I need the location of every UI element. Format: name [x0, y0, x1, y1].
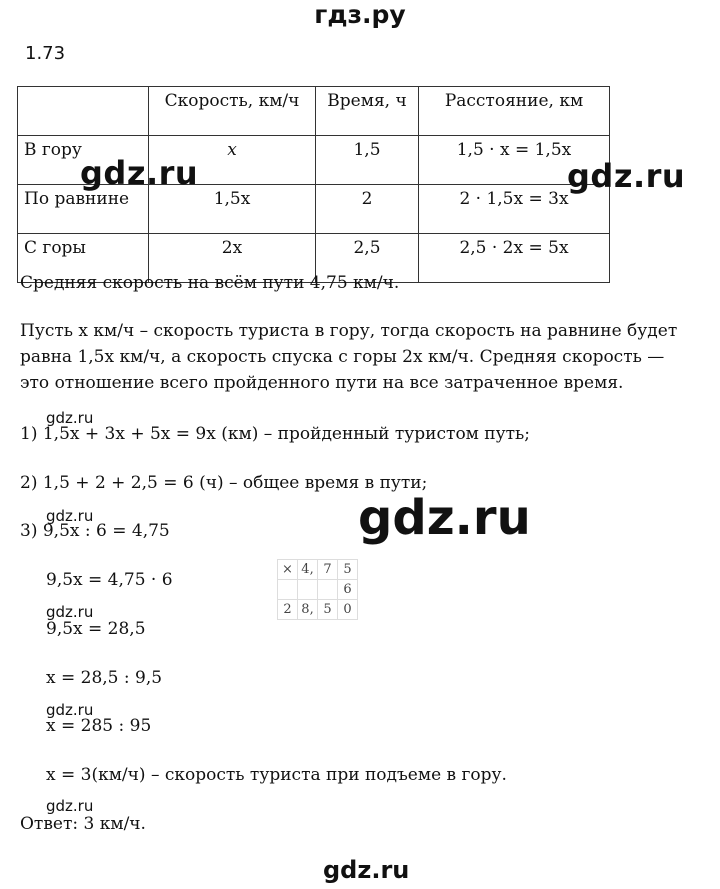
- watermark: gdz.ru: [46, 507, 94, 525]
- grid-cell: ×: [278, 560, 298, 580]
- watermark: gdz.ru: [46, 409, 94, 427]
- equation: x = 3(км/ч) – скорость туриста при подъеме в гору.: [46, 765, 507, 785]
- grid-cell: [278, 580, 298, 600]
- table-cell: С горы: [18, 234, 149, 283]
- table-cell: 2,5 · 2x = 5x: [419, 234, 610, 283]
- grid-row: [278, 600, 358, 620]
- multiplication-grid: [277, 559, 358, 620]
- table-header-cell: Расстояние, км: [419, 87, 610, 136]
- grid-cell: [318, 580, 338, 600]
- watermark: gdz.ru: [46, 603, 94, 621]
- table-header-row: [18, 87, 610, 136]
- watermark: gdz.ru: [46, 701, 94, 719]
- watermark: gdz.ru: [46, 797, 94, 815]
- table-header-cell: Скорость, км/ч: [149, 87, 316, 136]
- step-1: 1) 1,5x + 3x + 5x = 9x (км) – пройденный туристом путь;: [20, 424, 531, 444]
- grid-cell: 5: [338, 560, 358, 580]
- table-cell: 1,5 · x = 1,5x: [419, 136, 610, 185]
- footer-watermark: gdz.ru: [323, 856, 410, 884]
- table-cell: 1,5: [316, 136, 419, 185]
- grid-cell: 6: [338, 580, 358, 600]
- avg-speed-line: Средняя скорость на всём пути 4,75 км/ч.: [20, 273, 400, 293]
- watermark: gdz.ru: [80, 154, 199, 192]
- table-cell: 1,5x: [149, 185, 316, 234]
- grid-cell: 5: [318, 600, 338, 620]
- table-cell: x: [149, 136, 316, 185]
- equation: 9,5x = 28,5: [46, 619, 146, 639]
- site-header: гдз.ру: [314, 0, 406, 29]
- table-header-cell: [18, 87, 149, 136]
- watermark: gdz.ru: [358, 490, 531, 546]
- step-3: 3) 9,5x : 6 = 4,75: [20, 521, 170, 541]
- table-cell: В гору: [18, 136, 149, 185]
- table-header-cell: Время, ч: [316, 87, 419, 136]
- step-2: 2) 1,5 + 2 + 2,5 = 6 (ч) – общее время в пути;: [20, 473, 428, 493]
- grid-row: [278, 560, 358, 580]
- paragraph-line: это отношение всего пройденного пути на все затраченное время.: [20, 373, 624, 393]
- watermark: gdz.ru: [567, 157, 686, 195]
- grid-cell: 8,: [298, 600, 318, 620]
- equation: x = 285 : 95: [46, 716, 152, 736]
- grid-cell: [298, 580, 318, 600]
- paragraph-line: Пусть x км/ч – скорость туриста в гору, тогда скорость на равнине будет: [20, 321, 678, 341]
- grid-cell: 0: [338, 600, 358, 620]
- table-cell: По равнине: [18, 185, 149, 234]
- grid-row: [278, 580, 358, 600]
- table-cell: 2x: [149, 234, 316, 283]
- table-cell: 2 · 1,5x = 3x: [419, 185, 610, 234]
- paragraph-line: равна 1,5x км/ч, а скорость спуска с горы 2x км/ч. Средняя скорость —: [20, 347, 665, 367]
- table-cell: 2,5: [316, 234, 419, 283]
- grid-cell: 2: [278, 600, 298, 620]
- equation: x = 28,5 : 9,5: [46, 668, 163, 688]
- problem-number: 1.73: [25, 43, 66, 64]
- grid-cell: 4,: [298, 560, 318, 580]
- equation: 9,5x = 4,75 · 6: [46, 570, 173, 590]
- answer: Ответ: 3 км/ч.: [20, 814, 146, 834]
- grid-cell: 7: [318, 560, 338, 580]
- table-cell: 2: [316, 185, 419, 234]
